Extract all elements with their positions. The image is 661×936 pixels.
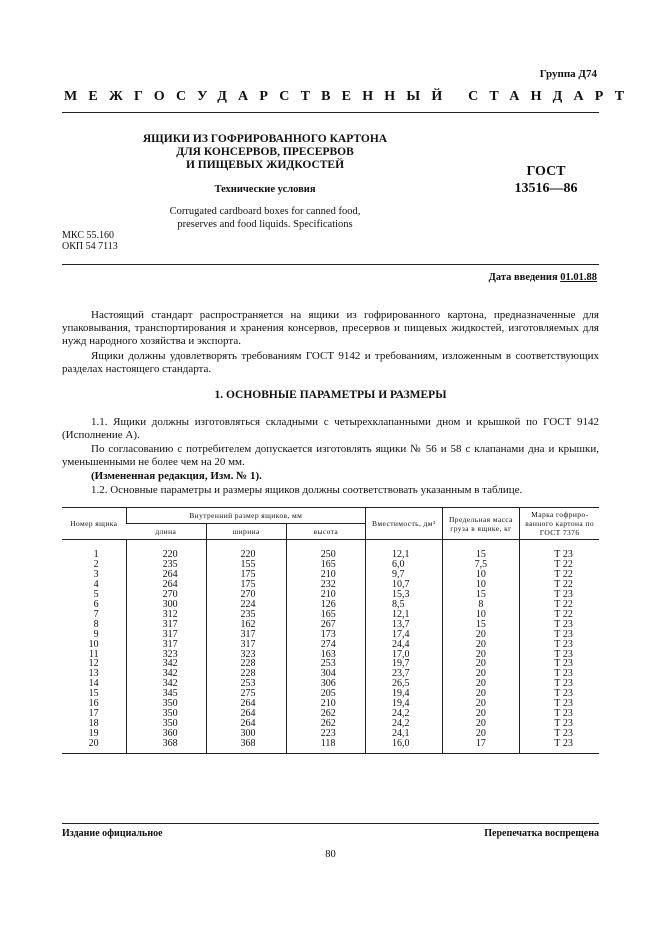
- page-number: 80: [325, 849, 336, 860]
- row-length: 264: [126, 580, 206, 590]
- row-grade: Т 23: [520, 620, 599, 630]
- clause-1-1: 1.1. Ящики должны изготовляться складными с четырехклапанными дном и крышкой по ГОСТ 9142 (Исполнение А).: [62, 416, 599, 441]
- row-width: 253: [206, 679, 286, 689]
- row-capacity: 17,0: [365, 650, 442, 660]
- row-length: 342: [126, 659, 206, 669]
- row-length: 323: [126, 650, 206, 660]
- row-length: 317: [126, 630, 206, 640]
- row-max-mass: 10: [442, 580, 520, 590]
- row-grade: Т 23: [520, 719, 599, 729]
- row-grade: Т 23: [520, 650, 599, 660]
- classification-codes: [62, 230, 118, 252]
- row-capacity: 9,7: [365, 570, 442, 580]
- row-width: 270: [206, 590, 286, 600]
- header-rule: [62, 112, 599, 113]
- row-capacity: 8,5: [365, 600, 442, 610]
- row-length: 342: [126, 679, 206, 689]
- row-height: 126: [286, 600, 365, 610]
- row-number: 18: [88, 718, 99, 730]
- box-dimensions-table: [62, 507, 599, 754]
- row-capacity: 19,4: [365, 689, 442, 699]
- row-height: 304: [286, 669, 365, 679]
- row-max-mass: 20: [442, 650, 520, 660]
- row-length: 345: [126, 689, 206, 699]
- row-max-mass: 15: [442, 540, 520, 560]
- gost-number: 13516—86: [514, 181, 578, 196]
- row-width: 323: [206, 650, 286, 660]
- row-max-mass: 20: [442, 729, 520, 739]
- row-length: 350: [126, 699, 206, 709]
- row-capacity: 26,5: [365, 679, 442, 689]
- row-grade: Т 23: [520, 669, 599, 679]
- row-capacity: 17,4: [365, 630, 442, 640]
- row-length: 360: [126, 729, 206, 739]
- table-row: [62, 540, 599, 560]
- header-width: ширина: [206, 524, 286, 540]
- header-max-mass: Предельная масса груза в ящике, кг: [442, 508, 520, 540]
- section-title: 1. ОСНОВНЫЕ ПАРАМЕТРЫ И РАЗМЕРЫ: [214, 389, 447, 401]
- row-number: 3: [93, 568, 99, 580]
- row-length: 220: [126, 540, 206, 560]
- row-height: 118: [286, 739, 365, 753]
- header-grade: Марка гофрированного картона по ГОСТ 7376: [520, 508, 599, 540]
- standard-banner: МЕЖГОСУДАРСТВЕННЫЙ СТАНДАРТ: [64, 89, 636, 104]
- okp-code: ОКП 54 7113: [62, 241, 118, 252]
- title-block: [120, 133, 410, 231]
- codes-rule: [62, 264, 599, 265]
- row-grade: Т 23: [520, 739, 599, 753]
- row-grade: Т 23: [520, 540, 599, 560]
- row-number: 13: [88, 668, 99, 680]
- row-height: 262: [286, 709, 365, 719]
- row-number: 6: [93, 598, 99, 610]
- row-capacity: 12,1: [365, 610, 442, 620]
- official-edition: Издание официальное: [62, 828, 163, 839]
- row-number: 9: [93, 628, 99, 640]
- row-number: 8: [93, 618, 99, 630]
- subtitle: Технические условия: [214, 184, 316, 195]
- header-number: Номер ящика: [62, 508, 126, 540]
- row-max-mass: 15: [442, 620, 520, 630]
- row-number: 15: [88, 688, 99, 700]
- row-capacity: 13,7: [365, 620, 442, 630]
- row-width: 264: [206, 709, 286, 719]
- row-grade: Т 23: [520, 659, 599, 669]
- header-length: длина: [126, 524, 206, 540]
- row-number: 7: [93, 608, 99, 620]
- gost-id: [506, 163, 586, 197]
- row-number: 5: [93, 588, 99, 600]
- row-height: 267: [286, 620, 365, 630]
- row-width: 235: [206, 610, 286, 620]
- row-max-mass: 8: [442, 600, 520, 610]
- row-number: 11: [88, 648, 99, 660]
- row-max-mass: 10: [442, 570, 520, 580]
- row-grade: Т 23: [520, 689, 599, 699]
- row-number: 4: [93, 578, 99, 590]
- row-max-mass: 20: [442, 669, 520, 679]
- row-length: 350: [126, 709, 206, 719]
- row-width: 228: [206, 669, 286, 679]
- row-max-mass: 10: [442, 610, 520, 620]
- row-number: 14: [88, 678, 99, 690]
- row-height: 210: [286, 590, 365, 600]
- title-line-2: ДЛЯ КОНСЕРВОВ, ПРЕСЕРВОВ: [176, 146, 354, 158]
- row-max-mass: 20: [442, 630, 520, 640]
- mks-code: МКС 55.160: [62, 230, 114, 241]
- row-height: 205: [286, 689, 365, 699]
- row-height: 165: [286, 560, 365, 570]
- row-capacity: 12,1: [365, 540, 442, 560]
- row-capacity: 19,7: [365, 659, 442, 669]
- row-capacity: 10,7: [365, 580, 442, 590]
- row-length: 270: [126, 590, 206, 600]
- row-capacity: 24,2: [365, 719, 442, 729]
- row-height: 253: [286, 659, 365, 669]
- row-max-mass: 20: [442, 699, 520, 709]
- row-number: 20: [62, 739, 126, 753]
- row-number: 16: [88, 698, 99, 710]
- row-length: 312: [126, 610, 206, 620]
- row-height: 250: [286, 540, 365, 560]
- row-grade: Т 22: [520, 570, 599, 580]
- row-width: 175: [206, 580, 286, 590]
- reprint-prohibited: Перепечатка воспрещена: [484, 828, 599, 839]
- row-width: 155: [206, 560, 286, 570]
- row-width: 264: [206, 719, 286, 729]
- group-code: Группа Д74: [539, 68, 597, 80]
- amendment-note: (Измененная редакция, Изм. № 1).: [91, 470, 262, 482]
- title-line-3: И ПИЩЕВЫХ ЖИДКОСТЕЙ: [185, 159, 345, 171]
- row-width: 300: [206, 729, 286, 739]
- row-max-mass: 15: [442, 590, 520, 600]
- row-grade: Т 22: [520, 580, 599, 590]
- row-width: 224: [206, 600, 286, 610]
- title-line-1: ЯЩИКИ ИЗ ГОФРИРОВАННОГО КАРТОНА: [142, 133, 388, 145]
- row-grade: Т 23: [520, 679, 599, 689]
- row-number: 19: [88, 728, 99, 740]
- row-length: 264: [126, 570, 206, 580]
- date-introduced: [489, 272, 597, 283]
- intro-paragraph-2: Ящики должны удовлетворять требованиям ГОСТ 9142 и требованиям, изложенным в соответствующих разделах настоящего стандарта.: [62, 350, 599, 375]
- row-height: 210: [286, 570, 365, 580]
- row-grade: Т 22: [520, 610, 599, 620]
- row-capacity: 19,4: [365, 699, 442, 709]
- intro-paragraph-1: Настоящий стандарт распространяется на ящики из гофрированного картона, предназначенные для упаковывания, транспортирования и хранения консервов, пресервов и пищевых жидкостей, изготовляемых для нужд народного хозяйства и экспорта.: [62, 309, 599, 347]
- row-height: 306: [286, 679, 365, 689]
- row-height: 262: [286, 719, 365, 729]
- row-width: 264: [206, 699, 286, 709]
- row-grade: Т 22: [520, 560, 599, 570]
- table-row: [62, 739, 599, 753]
- row-capacity: 6,0: [365, 560, 442, 570]
- clause-1-2: 1.2. Основные параметры и размеры ящиков должны соответствовать указанным в таблице.: [91, 484, 523, 496]
- header-height: высота: [286, 524, 365, 540]
- row-capacity: 24,1: [365, 729, 442, 739]
- row-length: 317: [126, 640, 206, 650]
- header-inner-size: Внутренний размер ящиков, мм: [126, 508, 365, 524]
- english-title-2: preserves and food liquids. Specifications: [177, 219, 353, 230]
- row-grade: Т 23: [520, 640, 599, 650]
- row-width: 220: [206, 540, 286, 560]
- row-capacity: 24,4: [365, 640, 442, 650]
- english-title-1: Corrugated cardboard boxes for canned food,: [169, 206, 361, 217]
- row-number: 2: [93, 558, 99, 570]
- row-length: 317: [126, 620, 206, 630]
- row-number: 12: [88, 658, 99, 670]
- row-capacity: 24,2: [365, 709, 442, 719]
- row-max-mass: 20: [442, 689, 520, 699]
- row-max-mass: 17: [442, 739, 520, 753]
- row-width: 275: [206, 689, 286, 699]
- clause-1-1-note: По согласованию с потребителем допускается изготовлять ящики № 56 и 58 с клапанами дна и крышки, уменьшенными не более чем на 20 мм.: [62, 443, 599, 468]
- header-capacity: Вместимость, дм³: [365, 508, 442, 540]
- row-grade: Т 23: [520, 699, 599, 709]
- row-grade: Т 23: [520, 590, 599, 600]
- row-height: 274: [286, 640, 365, 650]
- row-max-mass: 20: [442, 709, 520, 719]
- row-length: 300: [126, 600, 206, 610]
- row-max-mass: 20: [442, 719, 520, 729]
- row-max-mass: 7,5: [442, 560, 520, 570]
- row-length: 350: [126, 719, 206, 729]
- row-width: 317: [206, 640, 286, 650]
- row-height: 210: [286, 699, 365, 709]
- row-width: 162: [206, 620, 286, 630]
- row-length: 342: [126, 669, 206, 679]
- gost-label: ГОСТ: [526, 164, 566, 179]
- row-width: 317: [206, 630, 286, 640]
- row-capacity: 16,0: [365, 739, 442, 753]
- row-height: 223: [286, 729, 365, 739]
- row-width: 175: [206, 570, 286, 580]
- row-grade: Т 23: [520, 729, 599, 739]
- row-height: 232: [286, 580, 365, 590]
- footer-rule: [62, 823, 599, 824]
- row-width: 368: [206, 739, 286, 753]
- row-number: 17: [88, 708, 99, 720]
- row-height: 163: [286, 650, 365, 660]
- row-max-mass: 20: [442, 679, 520, 689]
- row-number: 1: [93, 549, 99, 560]
- row-length: 235: [126, 560, 206, 570]
- table-body: [62, 540, 599, 754]
- row-max-mass: 20: [442, 640, 520, 650]
- row-height: 173: [286, 630, 365, 640]
- row-number: 10: [88, 638, 99, 650]
- row-grade: Т 22: [520, 600, 599, 610]
- row-width: 228: [206, 659, 286, 669]
- row-capacity: 23,7: [365, 669, 442, 679]
- row-length: 368: [126, 739, 206, 753]
- row-height: 165: [286, 610, 365, 620]
- row-capacity: 15,3: [365, 590, 442, 600]
- row-grade: Т 23: [520, 630, 599, 640]
- date-label: Дата введения: [488, 272, 558, 283]
- date-value: 01.01.88: [560, 272, 597, 283]
- row-max-mass: 20: [442, 659, 520, 669]
- row-grade: Т 23: [520, 709, 599, 719]
